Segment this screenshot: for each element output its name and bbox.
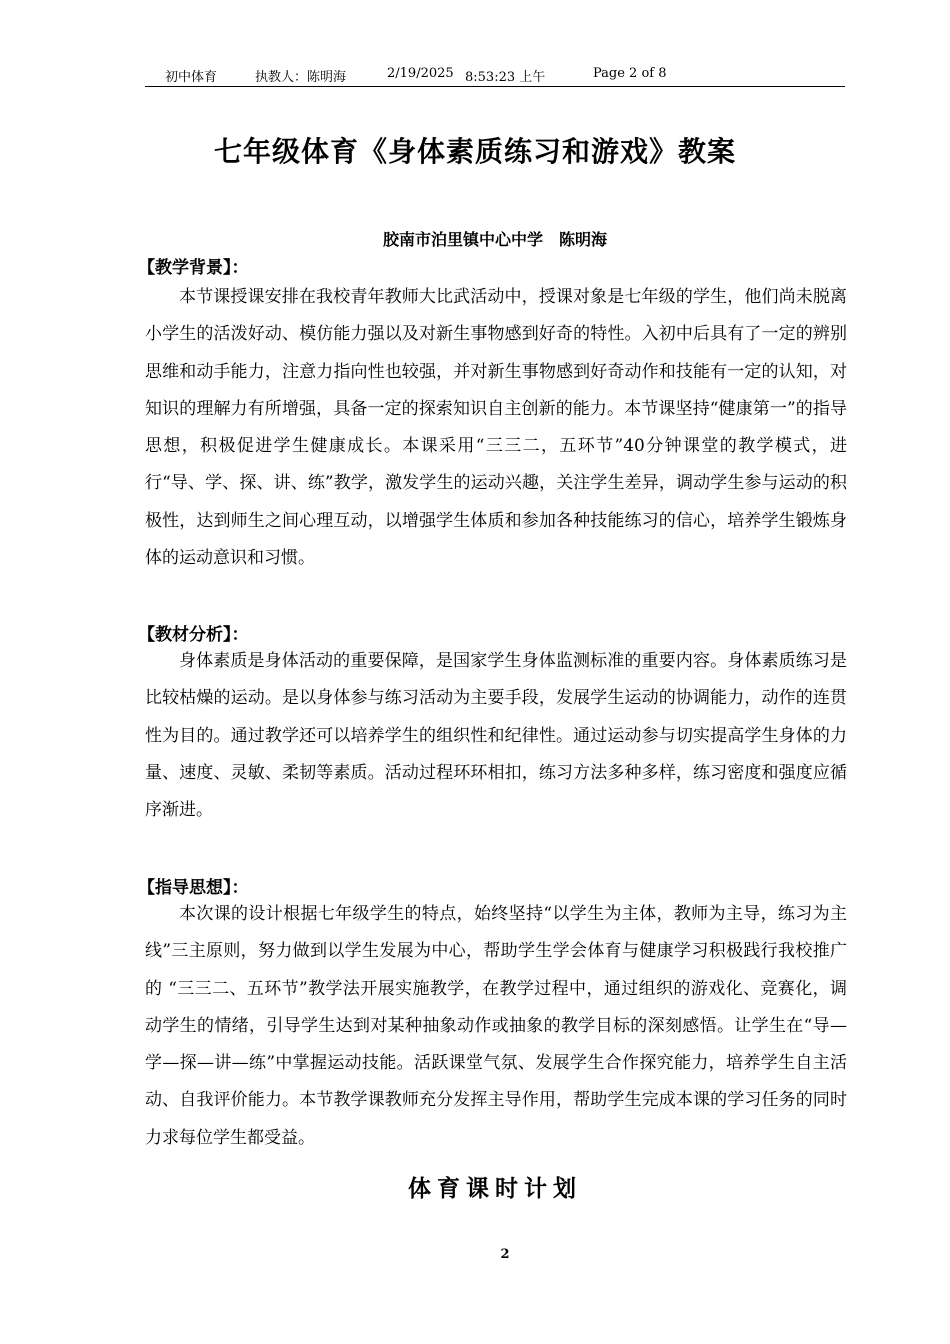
header-date: 2/19/2025 [387,66,454,81]
section-body-background: 本节课授课安排在我校青年教师大比武活动中，授课对象是七年级的学生，他们尚未脱离小学生的活泼好动、模仿能力强以及对新生事物感到好奇的特性。入初中后具有了一定的辨别思维和动手能力，注意力指向性也较强，并对新生事物感到好奇动作和技能有一定的认知，对知识的理解力有所增强，具备一定的探索知识自主创新的能力。本节课坚持“健康第一”的指导思想，积极促进学生健康成长。本课采用“三三二，五环节”40分钟课堂的教学模式，进行“导、学、探、讲、练”教学，激发学生的运动兴趣，关注学生差异，调动学生参与运动的积极性，达到师生之间心理互动，以增强学生体质和参加各种技能练习的信心，培养学生锻炼身体的运动意识和习惯。 [145,287,847,569]
page-number: 2 [500,1247,510,1262]
section-heading-material-analysis: 【教材分析】： [138,625,249,645]
author-line: 胶南市泊里镇中心中学 陈明海 [382,230,607,249]
section-body-guiding-thought: 本次课的设计根据七年级学生的特点，始终坚持“以学生为主体，教师为主导，练习为主线”三主原则，努力做到以学生发展为中心，帮助学生学会体育与健康学习积极践行我校推广的 “三三二、五环节”教学法开展实施教学，在教学过程中，通过组织的游戏化、竞赛化，调动学生的情绪，引导学生达到对某种抽象动作或抽象的教学目标的深刻感悟。让学生在“导—学—探—讲—练”中掌握运动技能。活跃课堂气氛、发展学生合作探究能力，培养学生自主活动、自我评价能力。本节教学课教师充分发挥主导作用，帮助学生完成本课的学习任务的同时力求每位学生都受益。 [145,904,847,1148]
page-header [145,66,845,87]
lesson-plan-title: 体育课时计划 [408,1176,582,1202]
header-subject: 初中体育 [165,70,218,85]
document-title: 七年级体育《身体素质练习和游戏》教案 [213,135,736,168]
header-teacher: 执教人：陈明海 [255,70,347,85]
header-page: Page 2 of 8 [593,66,667,81]
section-heading-background: 【教学背景】： [138,258,249,278]
section-heading-guiding-thought: 【指导思想】： [138,878,249,898]
header-time: 8:53:23 上午 [465,70,546,85]
section-body-material-analysis: 身体素质是身体活动的重要保障，是国家学生身体监测标准的重要内容。身体素质练习是比较枯燥的运动。是以身体参与练习活动为主要手段，发展学生运动的协调能力，动作的连贯性为目的。通过教学还可以培养学生的组织性和纪律性。通过运动参与切实提高学生身体的力量、速度、灵敏、柔韧等素质。活动过程环环相扣，练习方法多种多样，练习密度和强度应循序渐进。 [145,651,847,821]
